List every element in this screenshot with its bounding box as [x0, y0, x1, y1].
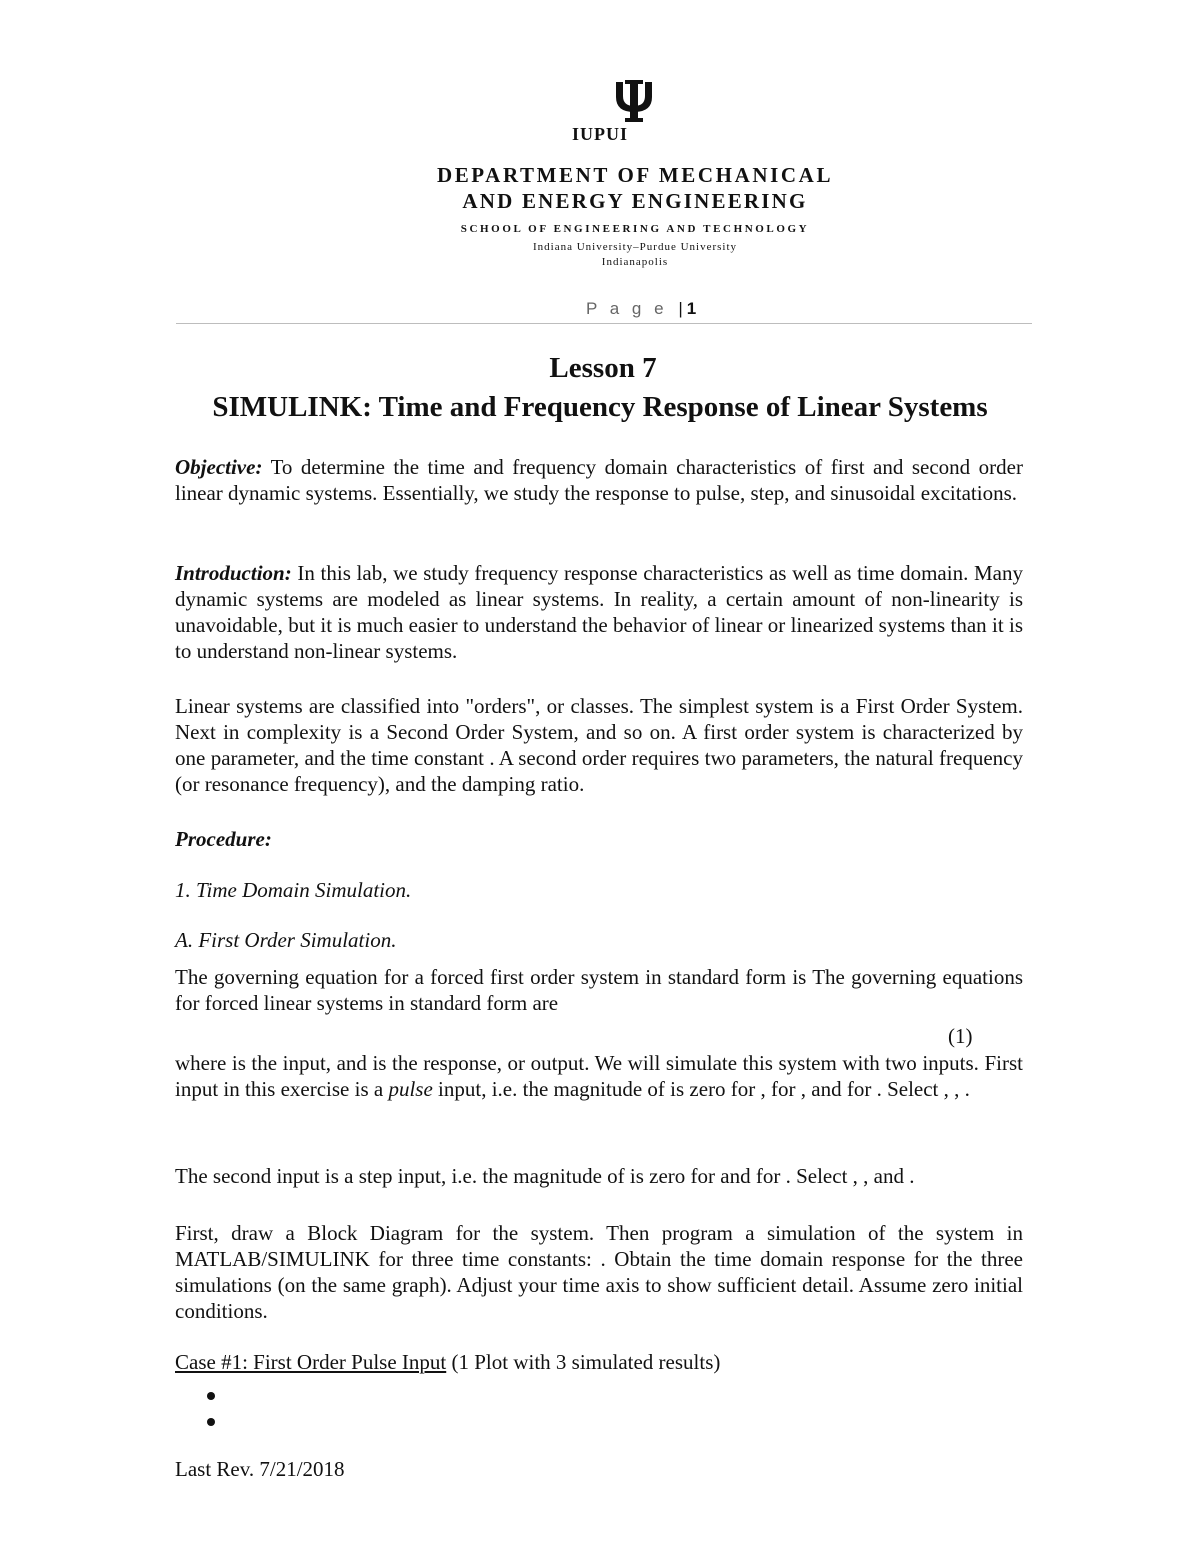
procedure-heading: Procedure:: [175, 827, 272, 851]
bullet-icon: [207, 1392, 215, 1400]
objective-label: Objective:: [175, 455, 263, 479]
header-rule: [176, 323, 1032, 324]
trident-logo-icon: [612, 78, 656, 124]
last-revision-footer: Last Rev. 7/21/2018: [175, 1457, 345, 1481]
department-name-line2: AND ENERGY ENGINEERING: [462, 189, 808, 213]
objective-text: To determine the time and frequency domain characteristics of first and second order linear dynamic systems. Essentially, we study the response to pulse, step, and sinusoidal excitations.: [175, 455, 1023, 505]
case1-bullet-list: [207, 1382, 215, 1434]
step-input-paragraph: The second input is a step input, i.e. the magnitude of is zero for and for . Select , , and .: [175, 1164, 915, 1188]
lesson-title: Lesson 7: [549, 352, 657, 384]
lesson-subtitle: SIMULINK: Time and Frequency Response of Linear Systems: [212, 391, 988, 423]
page-label: P a g e: [586, 299, 668, 318]
case1-line: [175, 1349, 1023, 1375]
case1-note: (1 Plot with 3 simulated results): [446, 1350, 721, 1374]
linear-systems-paragraph: Linear systems are classified into "orders", or classes. The simplest system is a First Order System. Next in complexity is a Second Order System, and so on. A first order system is characterized by one parameter, and the time constant . A second order requires two parameters, the natural frequency (or resonance frequency), and the damping ratio.: [175, 694, 1023, 796]
governing-equation-paragraph: The governing equation for a forced first order system in standard form is The governing equations for forced linear systems in standard form are: [175, 965, 1023, 1015]
input-description-paragraph: [175, 1050, 1023, 1102]
introduction-paragraph: [175, 560, 1023, 664]
case1-label: Case #1: First Order Pulse Input: [175, 1350, 447, 1374]
input-description-pre: where is the input, and is the response, or output. We will simulate this system with two inputs. First input in this exercise is a: [175, 1051, 1023, 1101]
department-name-line1: DEPARTMENT OF MECHANICAL: [436, 163, 834, 187]
list-item: [207, 1408, 215, 1434]
introduction-label: Introduction:: [175, 561, 292, 585]
objective-paragraph: [175, 454, 1023, 506]
list-item: [207, 1382, 215, 1408]
block-diagram-paragraph: First, draw a Block Diagram for the system. Then program a simulation of the system in MATLAB/SIMULINK for three time constants: . Obtain the time domain response for the three simulations (on the same graph). Adjust your time axis to show sufficient detail. Assume zero initial conditions.: [175, 1221, 1023, 1323]
school-name: SCHOOL OF ENGINEERING AND TECHNOLOGY: [460, 223, 810, 235]
input-description-post: input, i.e. the magnitude of is zero for , for , and for . Select , , .: [432, 1077, 970, 1101]
page-number: 1: [686, 299, 697, 318]
logo-abbreviation: IUPUI: [571, 124, 628, 144]
bullet-icon: [207, 1418, 215, 1426]
page-separator: |: [678, 299, 683, 318]
time-domain-heading: 1. Time Domain Simulation.: [175, 878, 412, 902]
first-order-heading: A. First Order Simulation.: [175, 928, 397, 952]
equation-number: (1): [948, 1024, 973, 1048]
introduction-text: In this lab, we study frequency response characteristics as well as time domain. Many dynamic systems are modeled as linear systems. In reality, a certain amount of non-linearity is unavoidable, but it is much easier to understand the behavior of linear or linearized systems than it is to understand non-linear systems.: [175, 561, 1023, 663]
pulse-term: pulse: [388, 1077, 433, 1101]
city-name: Indianapolis: [601, 256, 669, 268]
university-name: Indiana University–Purdue University: [532, 241, 738, 253]
page-number-header: [586, 299, 696, 319]
